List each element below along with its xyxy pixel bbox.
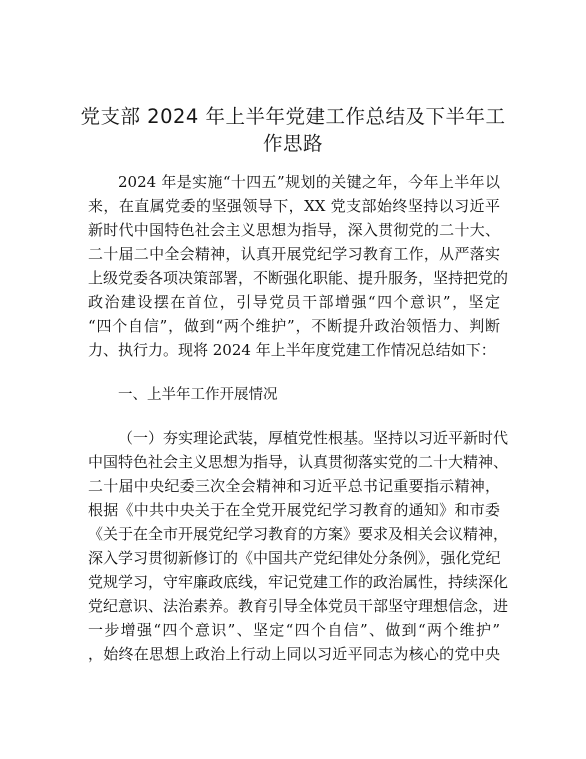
intro-paragraph-line: 上级党委各项决策部署，不断强化职能、提升服务，坚持把党的 (88, 269, 509, 287)
document-title-line-2: 作思路 (262, 132, 323, 155)
body-paragraph-line: ，始终在思想上政治上行动上同以习近平同志为核心的党中央 (88, 645, 500, 663)
body-paragraph-line: 深入学习贯彻新修订的《中国共产党纪律处分条例》，强化党纪 (88, 549, 501, 567)
intro-paragraph-line: 2024 年是实施“十四五”规划的关键之年，今年上半年以 (118, 173, 500, 191)
body-paragraph-line: 中国特色社会主义思想为指导，认真贯彻落实党的二十大精神、 (88, 453, 509, 471)
section-heading: 一、上半年工作开展情况 (118, 387, 278, 403)
intro-paragraph-line: 二十届二中全会精神，认真开展党纪学习教育工作，从严落实 (88, 245, 500, 263)
body-paragraph-line: 二十届中央纪委三次全会精神和习近平总书记重要指示精神， (88, 477, 500, 495)
body-paragraph-line: 党纪意识、法治素养。教育引导全体党员干部坚守理想信念，进 (88, 597, 509, 615)
body-paragraph-line: 《关于在全市开展党纪学习教育的方案》要求及相关会议精神， (88, 525, 509, 543)
body-paragraph-line: 党规学习，守牢廉政底线，牢记党建工作的政治属性，持续深化 (88, 573, 509, 591)
intro-paragraph-line: 新时代中国特色社会主义思想为指导，深入贯彻党的二十大、 (88, 221, 500, 239)
body-paragraph-line: 根据《中共中央关于在全党开展党纪学习教育的通知》和市委 (88, 501, 500, 519)
body-paragraph-line: （一）夯实理论武装，厚植党性根基。坚持以习近平新时代 (118, 429, 509, 447)
intro-paragraph-line: “四个自信”，做到“两个维护”，不断提升政治领悟力、判断 (88, 317, 500, 335)
intro-paragraph-line: 政治建设摆在首位，引导党员干部增强“四个意识”，坚定 (88, 293, 500, 311)
intro-paragraph-line: 力、执行力。现将 2024 年上半年度党建工作情况总结如下： (88, 341, 496, 359)
document-title-line-1: 党支部 2024 年上半年党建工作总结及下半年工 (80, 105, 506, 128)
body-paragraph-line: 一步增强“四个意识”、坚定“四个自信”、做到“两个维护” (88, 621, 500, 639)
intro-paragraph-line: 来，在直属党委的坚强领导下，XX 党支部始终坚持以习近平 (88, 197, 500, 215)
